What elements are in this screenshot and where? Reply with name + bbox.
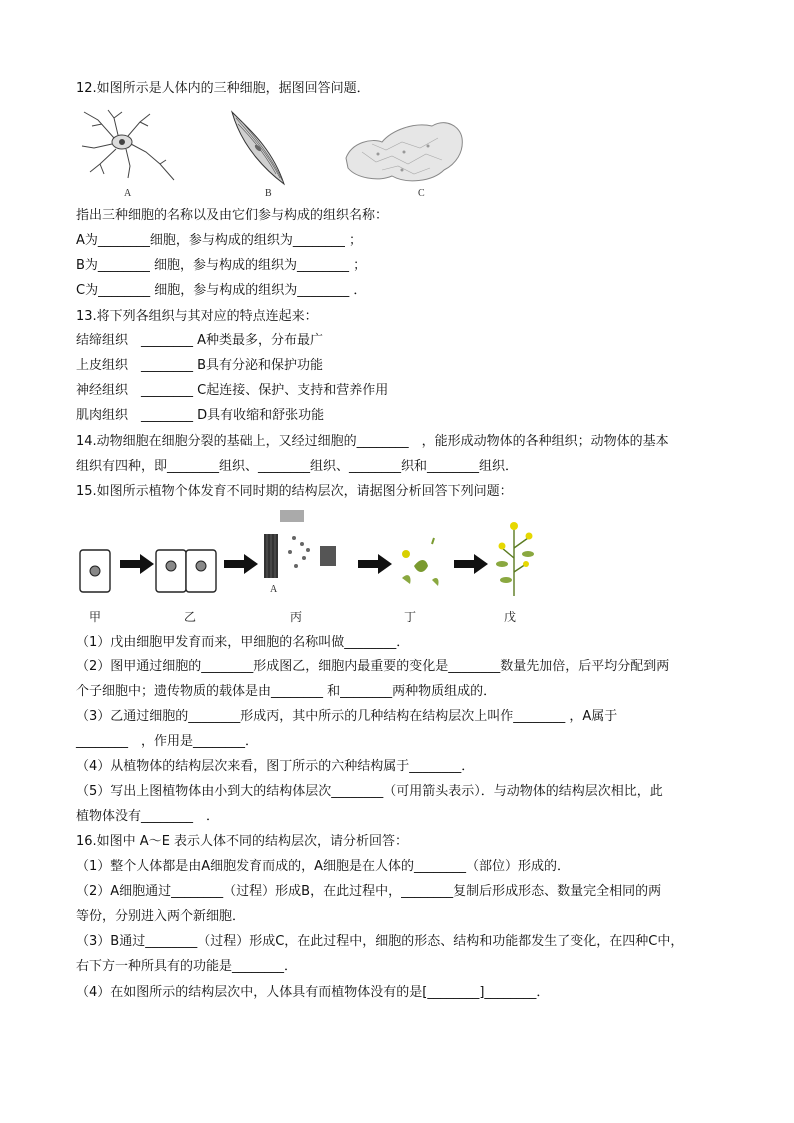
q15-line: （4）从植物体的结构层次来看，图丁所示的六种结构属于________．	[76, 759, 475, 774]
muscle-cell-figure	[228, 108, 288, 188]
q15-line: （1）戊由细胞甲发育而来，甲细胞的名称叫做________．	[76, 635, 410, 650]
q16-title: 16.如图中 A～E 表示人体不同的结构层次，请分析回答：	[76, 834, 409, 849]
figure-label-a-tissue: A	[270, 584, 278, 595]
q13-row: 上皮组织 ________ B具有分泌和保护功能	[76, 358, 324, 373]
q12-line-c: C为________ 细胞，参与构成的组织为________ ．	[76, 283, 367, 298]
figure-label-c: C	[418, 188, 425, 199]
q15-line: （3）乙通过细胞的________形成丙，其中所示的几种结构在结构层次上叫作________ ，A属于	[76, 709, 618, 724]
q12-line-a: A为________细胞，参与构成的组织为________ ；	[76, 233, 363, 248]
q15-title: 15.如图所示植物个体发育不同时期的结构层次，请据图分析回答下列问题：	[76, 484, 513, 499]
q12-title: 12.如图所示是人体内的三种细胞，据图回答问题．	[76, 81, 370, 96]
stage-label-jia: 甲	[89, 610, 102, 624]
stage-label-ding: 丁	[404, 610, 417, 624]
q15-line: 植物体没有________ ．	[76, 809, 220, 824]
epithelial-cell-figure	[342, 112, 466, 186]
q13-row: 结缔组织 ________ A种类最多，分布最广	[76, 333, 324, 348]
q13-title: 13.将下列各组织与其对应的特点连起来：	[76, 309, 318, 324]
q15-line: 个子细胞中；遗传物质的载体是由________ 和________两种物质组成的．	[76, 684, 497, 699]
plant-development-figure	[74, 508, 544, 602]
q13-row: 神经组织 ________ C起连接、保护、支持和营养作用	[76, 383, 389, 398]
figure-label-b: B	[265, 188, 272, 199]
q14-line-1: 14.动物细胞在细胞分裂的基础上，又经过细胞的________ ，能形成动物体的各种组织；动物体的基本	[76, 434, 669, 449]
q16-line: （1）整个人体都是由A细胞发育而成的，A细胞是在人体的________（部位）形成的．	[76, 859, 571, 874]
stage-label-wu: 戊	[504, 610, 517, 624]
q12-line-b: B为________ 细胞，参与构成的组织为________ ；	[76, 258, 367, 273]
q13-row: 肌肉组织 ________ D具有收缩和舒张功能	[76, 408, 325, 423]
q16-line: （3）B通过________（过程）形成C，在此过程中，细胞的形态、结构和功能都发生了变化，在四种C中，	[76, 934, 684, 949]
q15-line: （2）图甲通过细胞的________形成图乙，细胞内最重要的变化是________数量先加倍，后平均分配到两	[76, 659, 670, 674]
q14-line-2: 组织有四种，即________组织、________组织、________织和________组织．	[76, 459, 519, 474]
q16-line: （2）A细胞通过________（过程）形成B，在此过程中，________复制后形成形态、数量完全相同的两	[76, 884, 662, 899]
stage-label-yi: 乙	[184, 610, 197, 624]
neuron-cell-figure	[78, 108, 178, 186]
q16-line: 等份，分别进入两个新细胞．	[76, 909, 246, 924]
q16-line: （4）在如图所示的结构层次中，人体具有而植物体没有的是[________]________．	[76, 985, 550, 1000]
q16-line: 右下方一种所具有的功能是________．	[76, 959, 298, 974]
q12-prompt: 指出三种细胞的名称以及由它们参与构成的组织名称：	[76, 208, 389, 223]
q15-line: （5）写出上图植物体由小到大的结构体层次________（可用箭头表示）．与动物体的结构层次相比，此	[76, 784, 663, 799]
figure-label-a: A	[124, 188, 132, 199]
q15-line: ________ ，作用是________．	[76, 734, 259, 749]
stage-label-bing: 丙	[290, 610, 303, 624]
